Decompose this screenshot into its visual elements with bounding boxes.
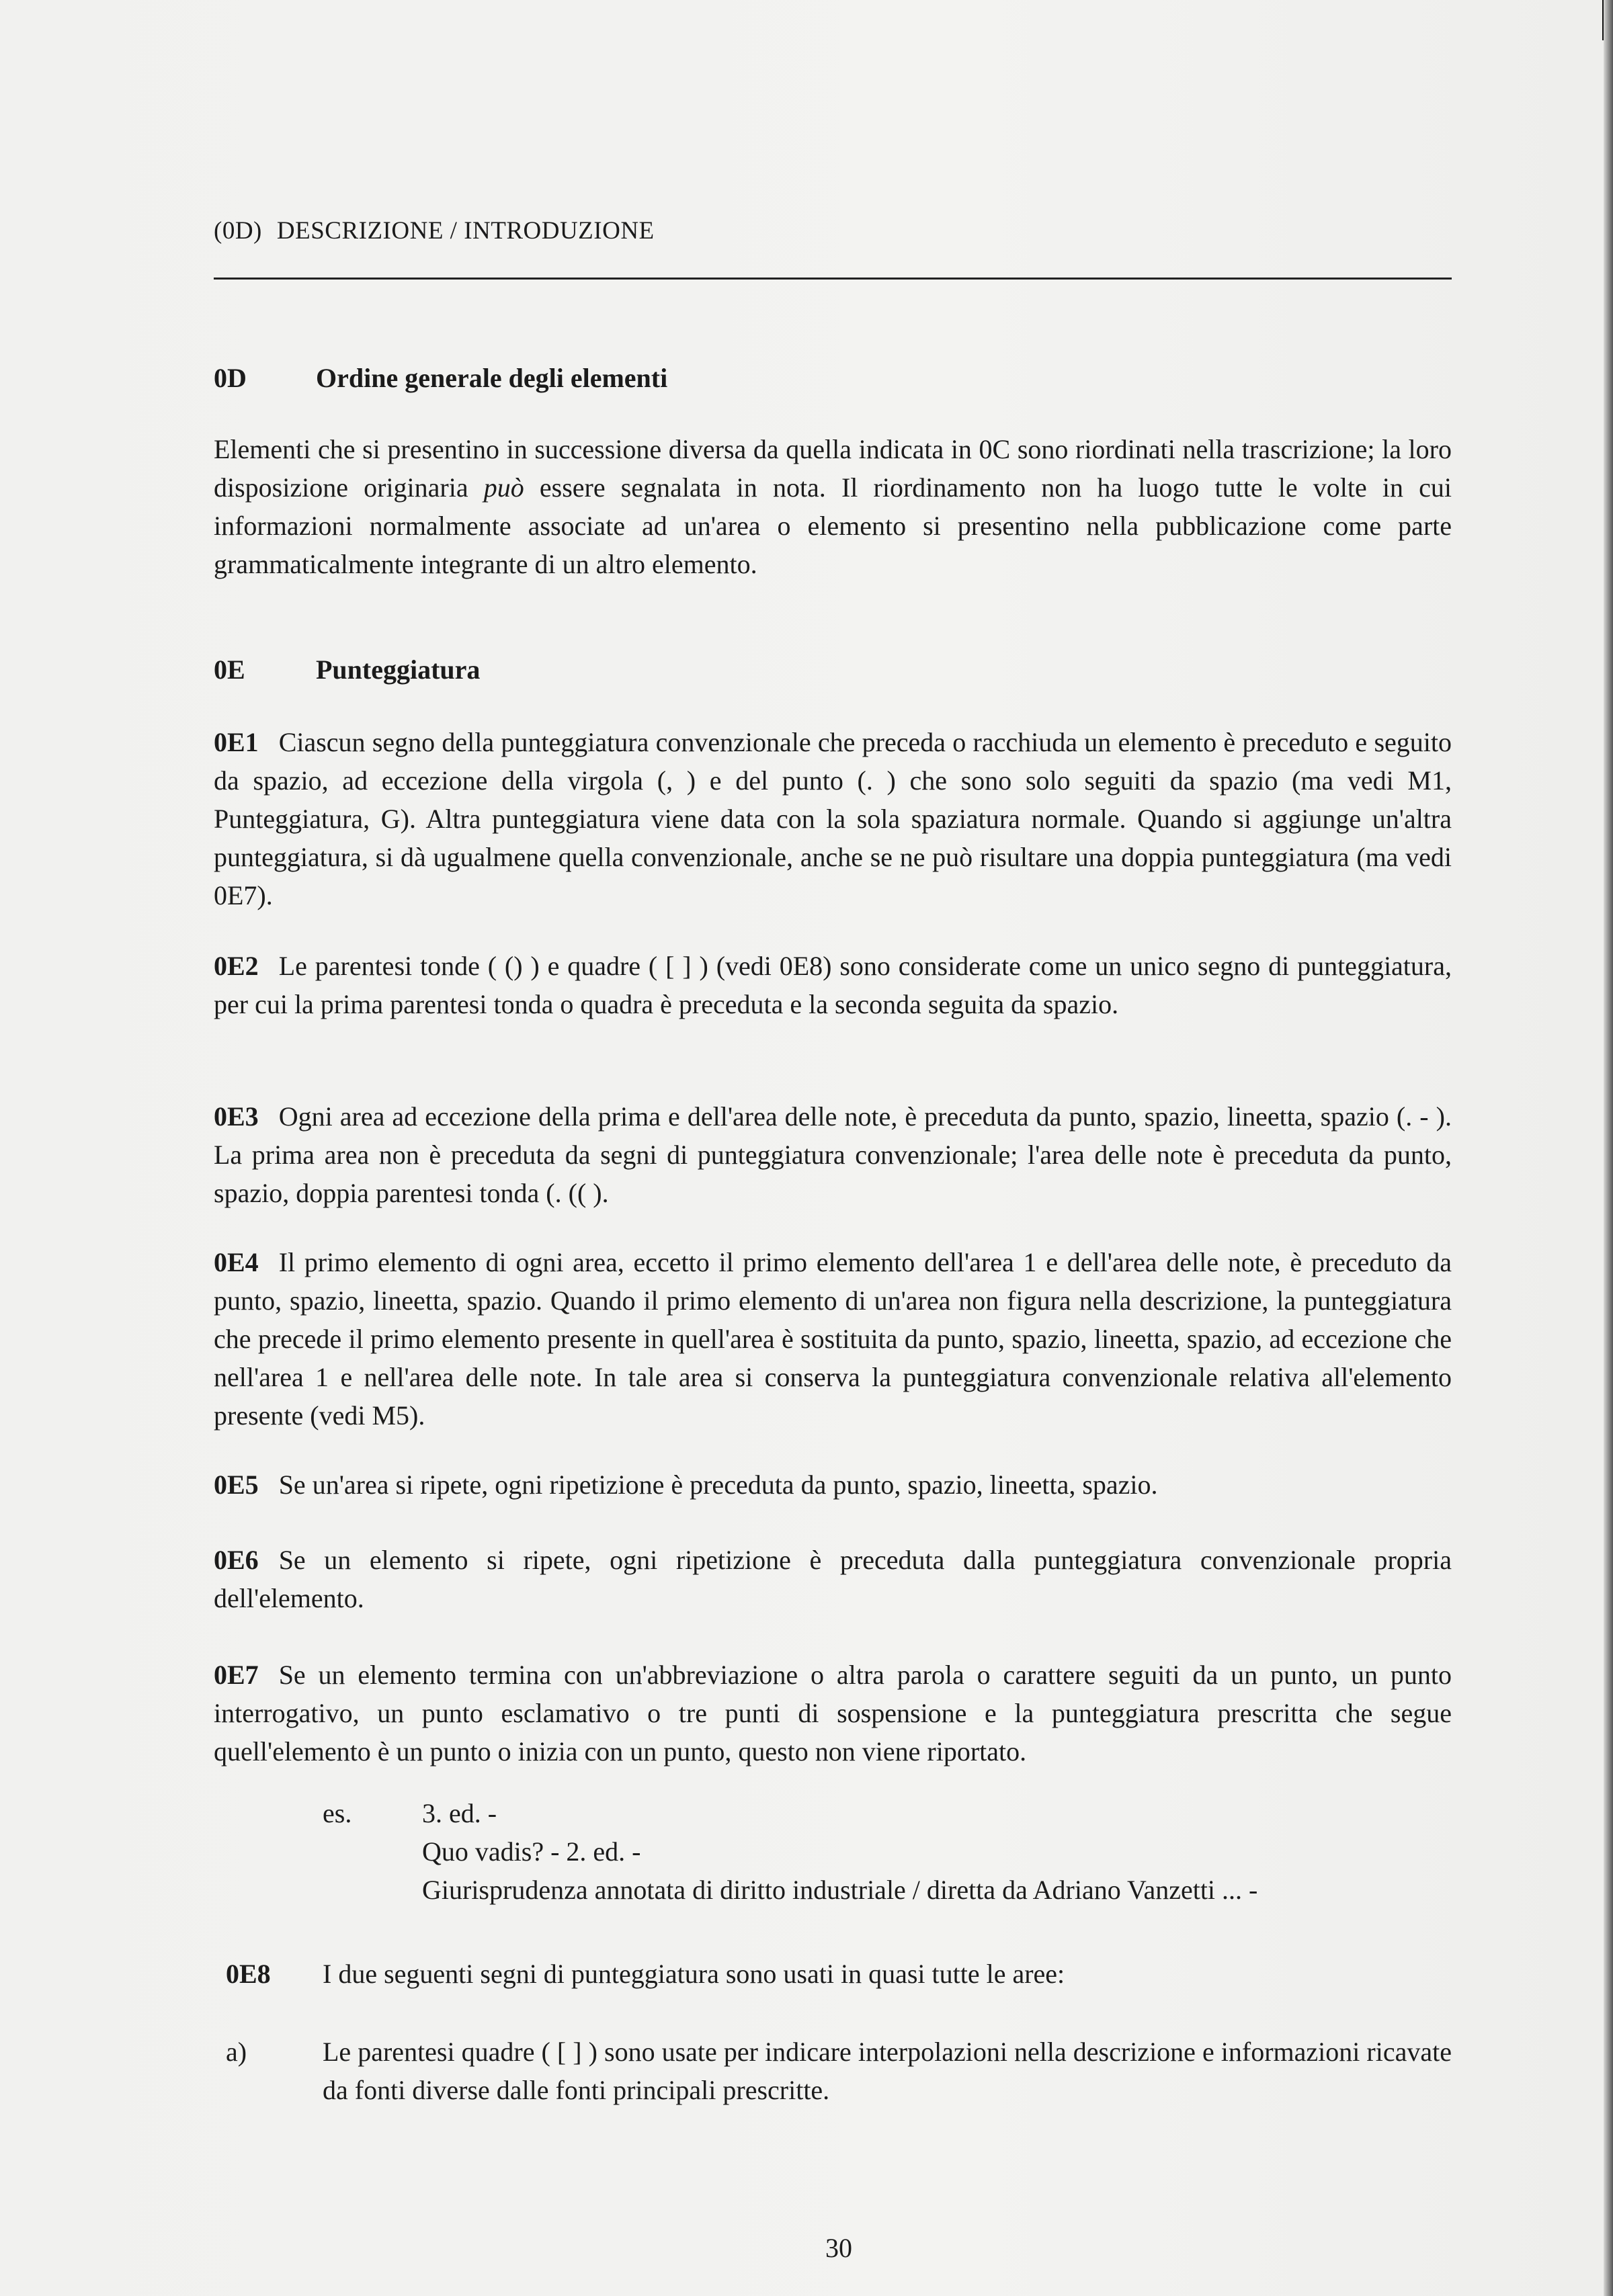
- paragraph-text: Le parentesi tonde ( () ) e quadre ( [ ] ) (vedi 0E8) sono considerate come un unico segno di punteggiatura, per cui la prima parentesi tonda o quadra è preceduta e la seconda seguita da spazio.: [214, 951, 1452, 1019]
- paragraph-0E4: [214, 1243, 1452, 1435]
- paragraph-code: 0E3: [214, 1101, 259, 1132]
- section-0D-code: 0D: [214, 363, 247, 393]
- running-header: [214, 216, 655, 245]
- page-edge: [1604, 0, 1613, 2296]
- section-0D-emphasis: può: [483, 472, 524, 503]
- paragraph-code: 0E2: [214, 951, 259, 981]
- paragraph-text: Il primo elemento di ogni area, eccetto il primo elemento dell'area 1 e dell'area delle note, è preceduto da punto, spazio, lineetta, spazio. Quando il primo elemento di un'area non figura nella descrizione, la punteggiatura che precede il primo elemento presente in quell'area è sostituita da punto, spazio, lineetta, spazio, ad eccezione che nell'area 1 e nell'area delle note. In tale area si conserva la punteggiatura convenzionale relativa all'elemento presente (vedi M5).: [214, 1247, 1452, 1431]
- section-0D-text-cont: essere segnalata in nota. Il riordinamento non ha luogo tutte le volte in cui informazioni normalmente associate ad un'area o elemento si presentino nella pubblicazione come parte grammaticalmente integrante di un altro elemento.: [214, 472, 1452, 579]
- example-line: Quo vadis? - 2. ed. -: [422, 1836, 641, 1867]
- item-a-label: a): [226, 2037, 247, 2067]
- header-rule: [214, 278, 1452, 280]
- paragraph-code: 0E5: [214, 1470, 259, 1500]
- example-lines: [422, 1794, 1257, 1909]
- paragraph-0E2: [214, 947, 1452, 1023]
- page-number: 30: [825, 2233, 852, 2263]
- paragraph-0E1: [214, 723, 1452, 915]
- paragraph-0E5: [214, 1465, 1452, 1504]
- paragraph-text: Ciascun segno della punteggiatura convenzionale che preceda o racchiuda un elemento è preceduto e seguito da spazio, ad eccezione della virgola (, ) e del punto (. ) che sono solo seguiti da spazio (ma vedi M1, Punteggiatura, G). Altra punteggiatura viene data con la sola spaziatura normale. Quando si aggiunge un'altra punteggiatura, si dà ugualmene quella convenzionale, anche se ne può risultare una doppia punteggiatura (ma vedi 0E7).: [214, 727, 1452, 910]
- header-title: DESCRIZIONE / INTRODUZIONE: [276, 217, 655, 245]
- section-0D-text: Elementi che si presentino in successione diversa da quella indicata in 0C sono riordinati nella trascrizione; la loro disposizione originaria: [214, 434, 1452, 503]
- section-0D-title: Ordine generale degli elementi: [316, 363, 668, 393]
- item-a-text: Le parentesi quadre ( [ ] ) sono usate per indicare interpolazioni nella descrizione e informazioni ricavate da fonti diverse dalle fonti principali prescritte.: [323, 2037, 1452, 2105]
- paragraph-code: 0E6: [214, 1545, 259, 1575]
- example-label: es.: [323, 1798, 352, 1828]
- paragraph-code: 0E7: [214, 1660, 259, 1690]
- paragraph-0E7: [214, 1656, 1452, 1771]
- paragraph-0E8-code: 0E8: [226, 1959, 271, 1989]
- paragraph-code: 0E4: [214, 1247, 259, 1277]
- section-0D-body: [214, 430, 1452, 583]
- section-0D-heading: [214, 359, 1452, 397]
- section-0E-code: 0E: [214, 654, 245, 685]
- paragraph-text: Se un elemento si ripete, ogni ripetizione è preceduta dalla punteggiatura convenzionale propria dell'elemento.: [214, 1545, 1452, 1613]
- section-0E-heading: [214, 650, 1452, 689]
- paragraph-0E8-text: I due seguenti segni di punteggiatura sono usati in quasi tutte le aree:: [323, 1959, 1065, 1989]
- paragraph-text: Se un elemento termina con un'abbreviazione o altra parola o carattere seguiti da un punto, un punto interrogativo, un punto esclamativo o tre punti di sospensione e la punteggiatura prescritta che segue quell'elemento è un punto o inizia con un punto, questo non viene riportato.: [214, 1660, 1452, 1767]
- section-0E-title: Punteggiatura: [316, 654, 481, 685]
- example-line: Giurisprudenza annotata di diritto industriale / diretta da Adriano Vanzetti ... -: [422, 1875, 1258, 1905]
- paragraph-code: 0E1: [214, 727, 259, 757]
- paragraph-text: Ogni area ad eccezione della prima e dell'area delle note, è preceduta da punto, spazio, lineetta, spazio (. - ). La prima area non è preceduta da segni di punteggiatura convenzionale; l'area delle note è preceduta da punto, spazio, doppia parentesi tonda (. (( ).: [214, 1101, 1452, 1208]
- paragraph-0E6: [214, 1541, 1452, 1617]
- paragraph-text: Se un'area si ripete, ogni ripetizione è preceduta da punto, spazio, lineetta, spazio.: [278, 1470, 1158, 1500]
- header-code: (0D): [214, 217, 262, 245]
- example-line: 3. ed. -: [422, 1798, 497, 1828]
- paragraph-0E3: [214, 1097, 1452, 1212]
